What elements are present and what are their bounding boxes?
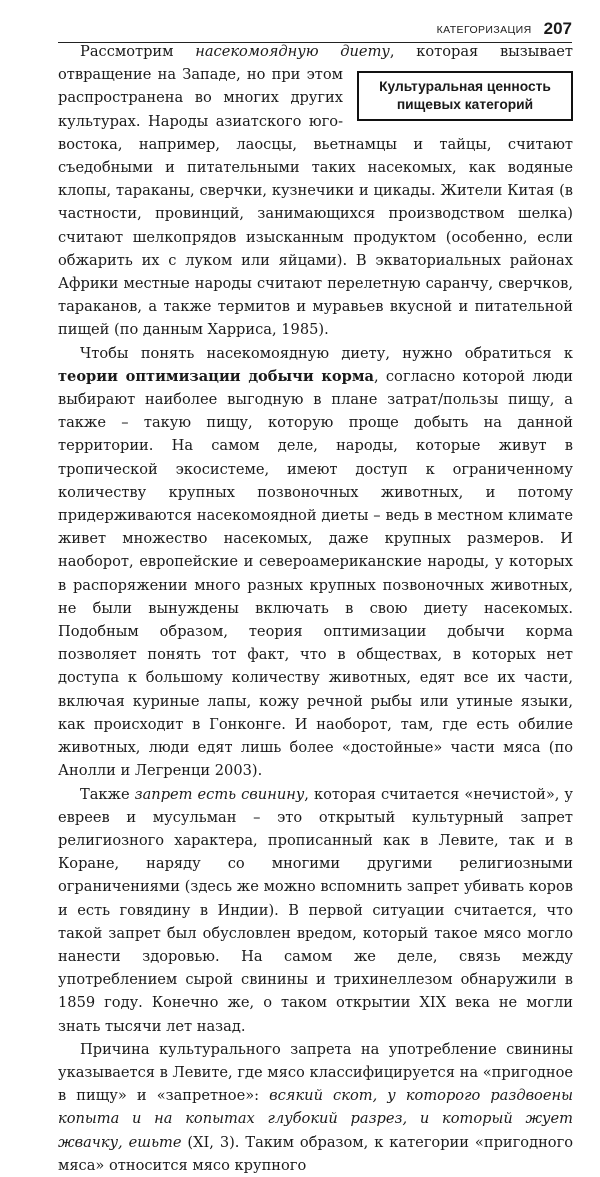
term-insect-diet: насекомоядную диету bbox=[195, 43, 390, 60]
term-pork-taboo: запрет есть свинину bbox=[134, 785, 305, 803]
page-number: 207 bbox=[543, 19, 572, 38]
paragraph-leviticus: Причина культурального запрета на употребление свинины указывается в Левите, где мясо классифицируется на «пригодное в пищу» и «запретное»: всякий скот, у которого раздвоены копыта и на копытах глубокий разрез, и который жует жвачку, ешьте (XI, 3). Таким образом, к категории «пригодного мяса» относится мясо крупного bbox=[58, 1040, 574, 1174]
leviticus-quote: всякий скот, у которого раздвоены копыта и на копытах глубокий разрез, и который жует жвачку, ешьте bbox=[58, 1087, 573, 1151]
sidebar-line-1: Культуральная ценность bbox=[379, 79, 551, 95]
sidebar-box bbox=[357, 71, 573, 121]
paragraph-insect-diet: Рассмотрим насекомоядную диету Культуральная ценность пищевых категорий , которая вызывает отвращение на Западе, но при этом распространена во многих других культурах. Народы азиатского юго-востока, например, лаосцы, вьетнамцы и тайцы, считают съедобными и питательными таких насекомых, как водяные клопы, тараканы, сверчки, кузнечики и цикады. Жители Китая (в частности, провинций, занимающихся производством шелка) считают шелкопрядов изысканным продуктом (особенно, если обжарить их с луком или яйцами). В экваториальных районах Африки местные народы считают перелетную саранчу, сверчков, тараканов, а также термитов и муравьев вкусной и питательной пищей (по данным Харриса, 1985). bbox=[58, 43, 573, 339]
term-foraging-theory: теории оптимизации добычи корма bbox=[58, 367, 374, 385]
body-text bbox=[58, 40, 573, 1177]
running-header bbox=[58, 14, 572, 43]
section-title: КАТЕГОРИЗАЦИЯ bbox=[436, 24, 532, 36]
sidebar-line-2: пищевых категорий bbox=[396, 97, 534, 113]
paragraph-pork-taboo: Также запрет есть свинину, которая считается «нечистой», у евреев и мусульман – это открытый культурный запрет религиозного характера, прописанный как в Левите, так и в Коране, наряду со многими другими религиозными ограничениями (здесь же можно вспомнить запрет убивать коров и есть говядину в Индии). В первой ситуации считается, что такой запрет был обусловлен вредом, который такое мясо могло нанести здоровью. На самом же деле, связь между употреблением сырой свинины и трихинеллезом обнаружили в 1859 году. Конечно же, о таком открытии XIX века не могли знать тысячи лет назад. bbox=[58, 785, 573, 1035]
paragraph-foraging-theory: Чтобы понять насекомоядную диету, нужно обратиться к теории оптимизации добычи корма, согласно которой люди выбирают наиболее выгодную в плане затрат/пользы пищу, а также – такую пищу, которую проще добыть на данной территории. На самом деле, народы, которые живут в тропической экосистеме, имеют доступ к ограниченному количеству крупных позвоночных животных, и потому придерживаются насекомоядной диеты – ведь в местном климате живет множество насекомых, даже крупных размеров. И наоборот, европейские и североамериканские народы, у которых в распоряжении много разных крупных позвоночных животных, не были вынуждены включать в свою диету насекомых. Подобным образом, теория оптимизации добычи корма позволяет понять тот факт, что в обществах, в которых нет доступа к большому количеству животных, едят все их части, включая куриные лапы, кожу речной рыбы или утиные языки, как происходит в Гонконге. И наоборот, там, где есть обилие животных, люди едят лишь более «достойные» части мяса (по Анолли и Легренци 2003). bbox=[58, 344, 573, 780]
